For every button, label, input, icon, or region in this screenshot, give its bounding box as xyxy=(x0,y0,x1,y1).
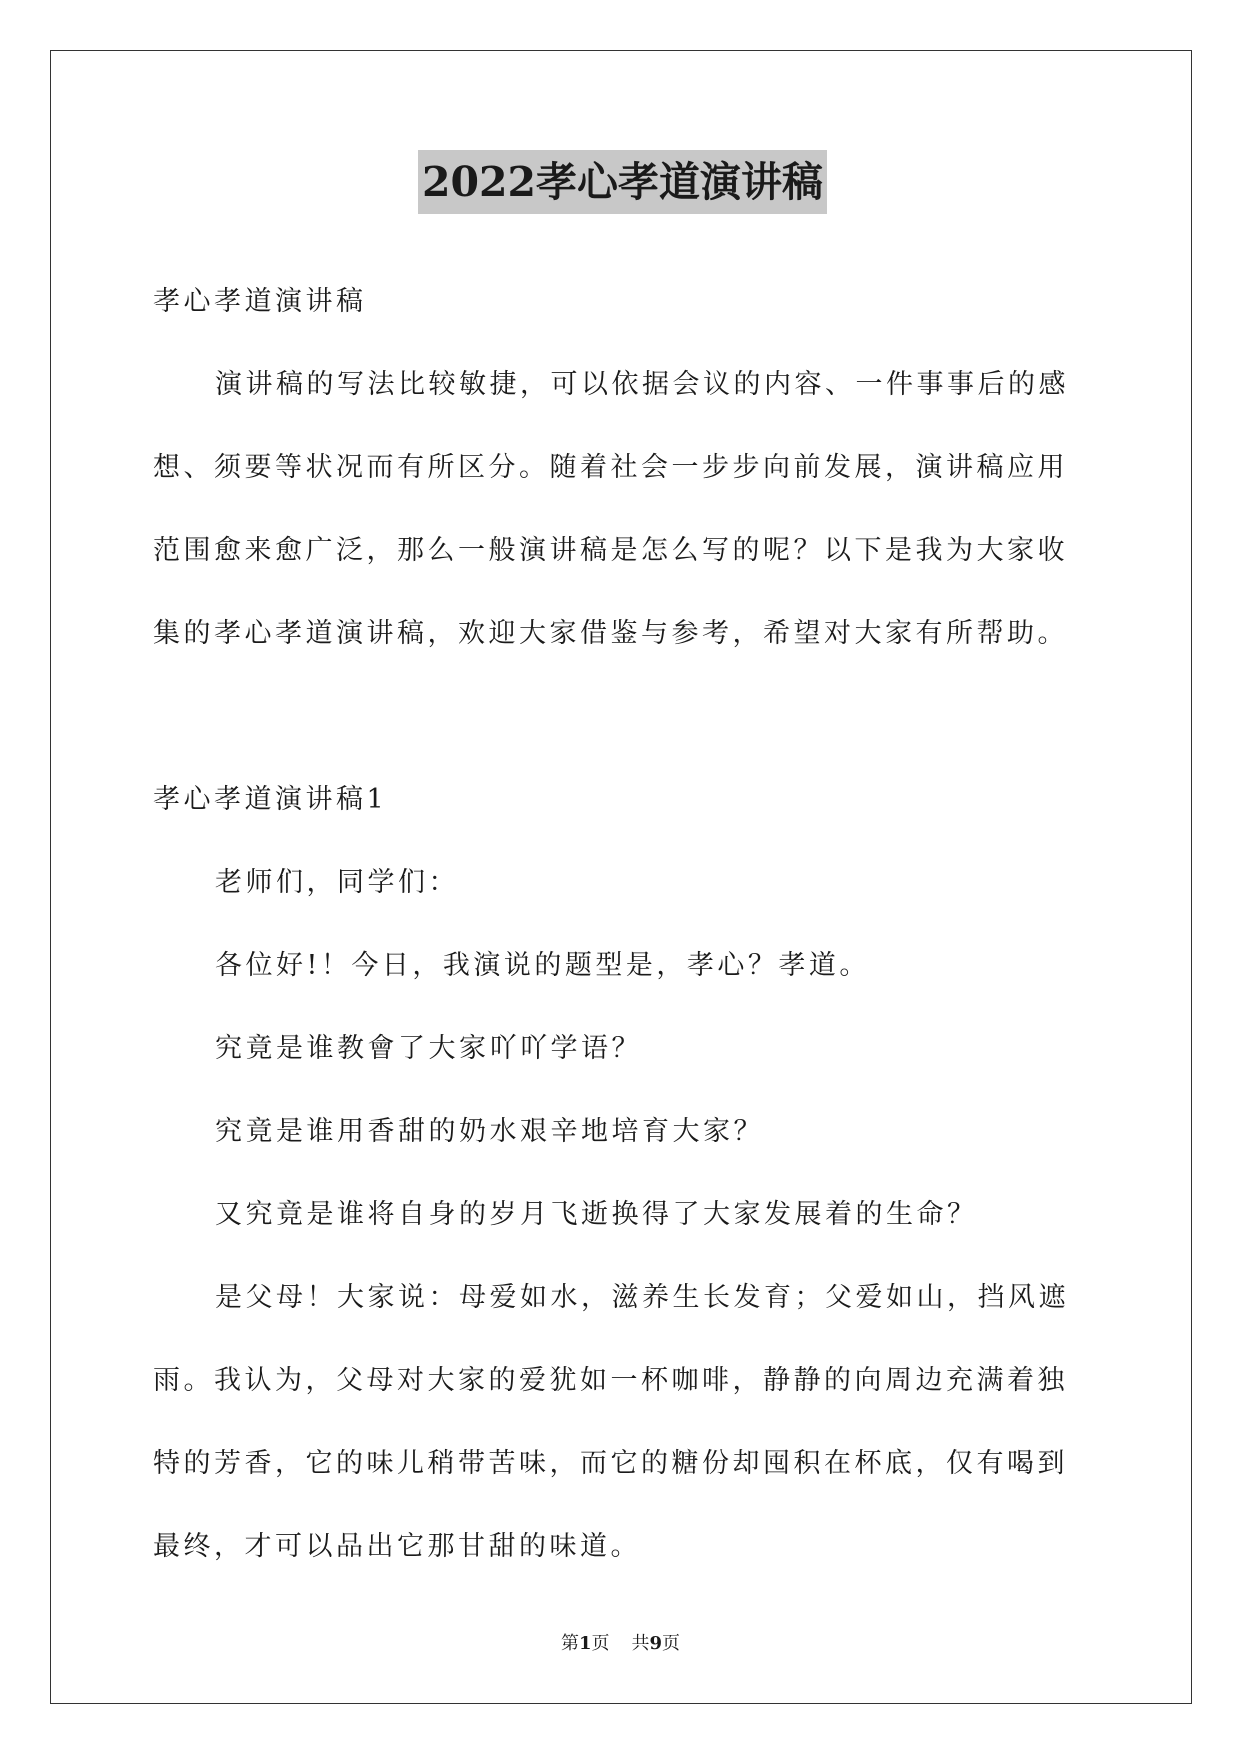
page-suffix: 页 xyxy=(591,1633,610,1654)
spacer xyxy=(153,675,1092,758)
intro-line: 范围愈来愈广泛，那么一般演讲稿是怎么写的呢？以下是我为大家收 xyxy=(153,535,1068,566)
total-suffix: 页 xyxy=(662,1633,681,1654)
section-heading: 孝心孝道演讲稿1 xyxy=(153,784,388,815)
intro-line: 演讲稿的写法比较敏捷，可以依据会议的内容、一件事事后的感 xyxy=(215,369,1069,400)
paragraph: 究竟是谁用香甜的奶水艰辛地培育大家？ xyxy=(215,1116,764,1147)
paragraph-line: 是父母！大家说：母爱如水，滋养生长发育；父爱如山，挡风遮 xyxy=(215,1282,1069,1313)
intro-line: 想、须要等状况而有所区分。随着社会一步步向前发展，演讲稿应用 xyxy=(153,452,1068,483)
page-footer xyxy=(0,1632,1241,1656)
total-pages: 9 xyxy=(649,1633,663,1654)
paragraph: 又究竟是谁将自身的岁月飞逝换得了大家发展着的生命？ xyxy=(215,1199,978,1230)
paragraph-line: 雨。我认为，父母对大家的爱犹如一杯咖啡，静静的向周边充满着独 xyxy=(153,1365,1068,1396)
title-container xyxy=(153,150,1092,216)
document-body xyxy=(153,150,1092,1588)
paragraph: 各位好!！今日，我演说的题型是，孝心？孝道。 xyxy=(215,950,870,981)
paragraph-line: 最终，才可以品出它那甘甜的味道。 xyxy=(153,1531,641,1562)
total-prefix: 共 xyxy=(631,1633,650,1654)
intro-heading: 孝心孝道演讲稿 xyxy=(153,286,367,317)
page-prefix: 第 xyxy=(560,1633,579,1654)
page-number: 1 xyxy=(578,1633,592,1654)
intro-line: 集的孝心孝道演讲稿，欢迎大家借鉴与参考，希望对大家有所帮助。 xyxy=(153,618,1068,649)
paragraph: 老师们，同学们： xyxy=(215,867,459,898)
paragraph: 究竟是谁教會了大家吖吖学语？ xyxy=(215,1033,642,1064)
document-title: 2022孝心孝道演讲稿 xyxy=(418,150,827,214)
paragraph-line: 特的芳香，它的味儿稍带苦味，而它的糖份却囤积在杯底，仅有喝到 xyxy=(153,1448,1068,1479)
